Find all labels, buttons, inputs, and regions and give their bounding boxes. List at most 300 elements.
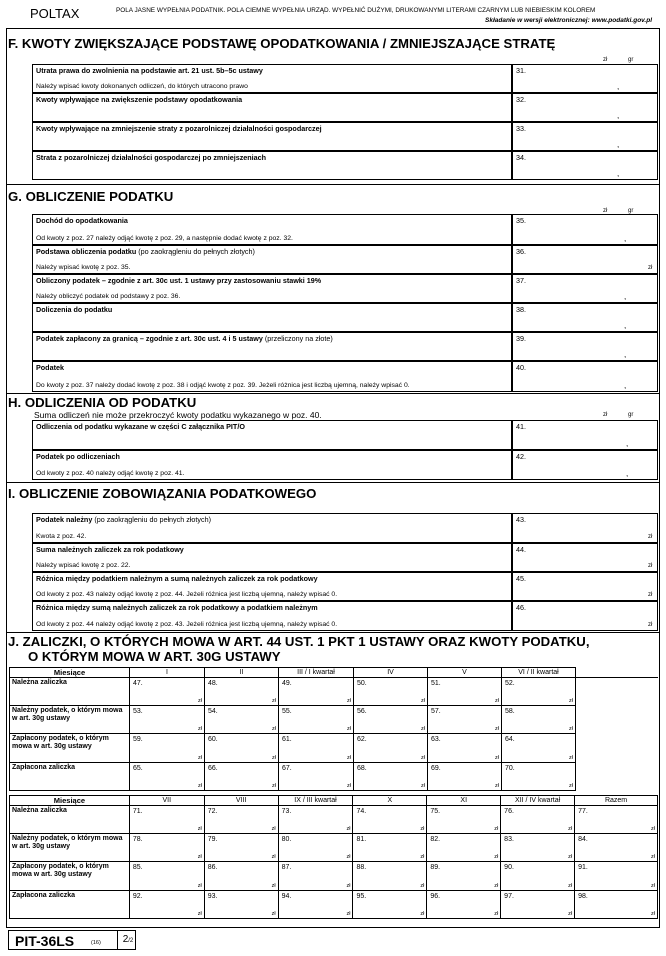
currency-zl: zł bbox=[271, 826, 276, 832]
decimal-comma: , bbox=[624, 234, 627, 243]
currency-zl-label: zł bbox=[603, 412, 608, 418]
field-label-text: Utrata prawa do zwolnienia na podstawie art. 21 ust. 5b–5c ustawy bbox=[36, 66, 263, 75]
field-label bbox=[36, 153, 266, 162]
currency-zl: zł bbox=[346, 911, 351, 917]
field-label bbox=[36, 574, 318, 583]
field-label-text: Dochód do opodatkowania bbox=[36, 216, 128, 225]
amount-cell[interactable] bbox=[130, 706, 205, 734]
amount-cell[interactable] bbox=[278, 891, 353, 919]
field-label-text: Strata z pozarolniczej działalności gospodarczej po zmniejszeniach bbox=[36, 153, 267, 162]
currency-gr-label: gr bbox=[628, 208, 634, 214]
field-number: 68. bbox=[357, 765, 367, 772]
field-number: 59. bbox=[133, 736, 143, 743]
amount-cell[interactable] bbox=[354, 678, 428, 706]
month-column-header: II bbox=[205, 668, 279, 678]
decimal-comma: , bbox=[626, 439, 629, 448]
amount-cell[interactable] bbox=[353, 834, 427, 862]
decimal-comma: , bbox=[617, 111, 620, 120]
amount-input[interactable] bbox=[512, 450, 658, 480]
field-number: 98. bbox=[578, 893, 588, 900]
advances-row-label: Należny podatek, o którym mowa w art. 30g ustawy bbox=[10, 834, 130, 862]
currency-zl: zł bbox=[272, 726, 276, 732]
section-i-title: I. OBLICZENIE ZOBOWIĄZANIA PODATKOWEGO bbox=[8, 486, 317, 501]
currency-zl: zł bbox=[569, 755, 573, 761]
decimal-comma: , bbox=[624, 292, 627, 301]
field-label bbox=[36, 216, 128, 225]
currency-zl: zł bbox=[347, 783, 351, 789]
field-number: 88. bbox=[356, 864, 367, 871]
amount-cell[interactable] bbox=[205, 678, 279, 706]
currency-zl: zł bbox=[648, 534, 653, 540]
field-number: 64. bbox=[505, 736, 515, 743]
currency-zl: zł bbox=[648, 265, 653, 271]
section-divider bbox=[7, 393, 659, 394]
currency-zl: zł bbox=[347, 698, 351, 704]
advances-row-label: Zapłacona zaliczka bbox=[10, 891, 130, 919]
currency-zl: zł bbox=[346, 883, 351, 889]
month-column-header: VII bbox=[129, 796, 204, 806]
amount-input[interactable] bbox=[512, 64, 658, 93]
field-number: 66. bbox=[208, 765, 218, 772]
currency-zl: zł bbox=[494, 911, 499, 917]
currency-zl: zł bbox=[346, 854, 351, 860]
field-number: 45. bbox=[516, 574, 526, 583]
amount-cell[interactable] bbox=[278, 806, 353, 834]
field-number: 86. bbox=[207, 864, 218, 871]
field-number: 34. bbox=[516, 153, 526, 162]
field-label-text: Podatek po odliczeniach bbox=[36, 452, 120, 461]
currency-zl-label: zł bbox=[603, 208, 608, 214]
amount-cell[interactable] bbox=[129, 806, 204, 834]
amount-cell[interactable] bbox=[428, 734, 502, 763]
month-column-header: VIII bbox=[204, 796, 278, 806]
field-label-text: Różnica między podatkiem należnym a sumą należnych zaliczek za rok podatkowy bbox=[36, 574, 318, 583]
amount-cell[interactable] bbox=[575, 891, 658, 919]
empty-cell bbox=[576, 706, 659, 734]
field-number: 67. bbox=[282, 765, 292, 772]
empty-cell bbox=[576, 734, 659, 763]
field-number: 71. bbox=[132, 808, 143, 815]
field-label-text: Podatek bbox=[36, 363, 64, 372]
amount-input[interactable] bbox=[512, 274, 658, 303]
currency-zl: zł bbox=[569, 698, 573, 704]
amount-cell[interactable] bbox=[501, 834, 575, 862]
advances-row-label: Należny podatek, o którym mowa w art. 30g ustawy bbox=[10, 706, 130, 734]
field-number: 47. bbox=[133, 680, 143, 687]
field-label bbox=[36, 276, 321, 285]
field-number: 65. bbox=[133, 765, 143, 772]
field-label bbox=[36, 334, 333, 343]
month-column-header: Razem bbox=[575, 796, 658, 806]
currency-zl: zł bbox=[197, 854, 202, 860]
field-label bbox=[36, 515, 211, 524]
currency-zl: zł bbox=[651, 911, 655, 917]
field-label bbox=[36, 363, 64, 372]
currency-gr-label: gr bbox=[628, 57, 634, 63]
amount-input[interactable] bbox=[512, 543, 658, 572]
month-column-header: X bbox=[353, 796, 427, 806]
header-electronic: Składanie w wersji elektronicznej: www.podatki.gov.pl bbox=[485, 17, 652, 24]
currency-zl: zł bbox=[198, 698, 202, 704]
amount-cell[interactable] bbox=[278, 834, 353, 862]
section-h-subtitle: Suma odliczeń nie może przekroczyć kwoty podatku wykazanego w poz. 40. bbox=[34, 410, 322, 420]
field-number: 33. bbox=[516, 124, 526, 133]
month-column-header: IV bbox=[354, 668, 428, 678]
currency-zl: zł bbox=[197, 911, 202, 917]
currency-zl: zł bbox=[421, 783, 425, 789]
decimal-comma: , bbox=[617, 140, 620, 149]
amount-cell[interactable] bbox=[129, 862, 204, 891]
amount-cell[interactable] bbox=[502, 706, 576, 734]
empty-header-cell bbox=[576, 668, 659, 678]
field-number: 69. bbox=[431, 765, 441, 772]
field-label-text: Kwoty wpływające na zwiększenie podstawy opodatkowania bbox=[36, 95, 243, 104]
amount-input[interactable] bbox=[512, 303, 658, 332]
advances-row-label: Należna zaliczka bbox=[10, 806, 130, 834]
field-note: Od kwoty z poz. 27 należy odjąć kwotę z poz. 29, a następnie dodać kwotę z poz. 32. bbox=[36, 235, 293, 242]
field-label-extra: (przeliczony na złote) bbox=[262, 334, 333, 343]
amount-cell[interactable] bbox=[354, 763, 428, 791]
currency-zl: zł bbox=[347, 726, 351, 732]
currency-zl: zł bbox=[494, 826, 499, 832]
currency-gr-label: gr bbox=[628, 412, 634, 418]
amount-cell[interactable] bbox=[428, 678, 502, 706]
section-h-title: H. ODLICZENIA OD PODATKU bbox=[8, 395, 197, 410]
amount-input[interactable] bbox=[512, 601, 658, 631]
decimal-comma: , bbox=[624, 381, 627, 390]
field-number: 79. bbox=[207, 836, 218, 843]
empty-cell bbox=[576, 763, 659, 791]
field-note: Do kwoty z poz. 37 należy dodać kwotę z poz. 38 i odjąć kwotę z poz. 39. Jeżeli różnica jest liczbą ujemną, należy wpisać 0. bbox=[36, 382, 410, 389]
field-note: Kwota z poz. 42. bbox=[36, 533, 87, 540]
field-number: 55. bbox=[282, 708, 292, 715]
field-number: 44. bbox=[516, 545, 526, 554]
amount-cell[interactable] bbox=[279, 706, 354, 734]
field-label bbox=[36, 247, 255, 256]
amount-cell[interactable] bbox=[204, 806, 278, 834]
field-label-extra: (po zaokrągleniu do pełnych złotych) bbox=[136, 247, 255, 256]
field-number: 77. bbox=[578, 808, 588, 815]
advances-row-label: Zapłacona zaliczka bbox=[10, 763, 130, 791]
decimal-comma: , bbox=[626, 469, 629, 478]
amount-cell[interactable] bbox=[501, 891, 575, 919]
amount-cell[interactable] bbox=[575, 834, 658, 862]
field-note: Należy obliczyć podatek od podstawy z poz. 36. bbox=[36, 293, 181, 300]
amount-input[interactable] bbox=[512, 572, 658, 601]
currency-zl: zł bbox=[421, 755, 425, 761]
currency-zl: zł bbox=[495, 726, 499, 732]
section-j-title: J. ZALICZKI, O KTÓRYCH MOWA W ART. 44 UST. 1 PKT 1 USTAWY ORAZ KWOTY PODATKU, bbox=[8, 634, 590, 649]
field-number: 58. bbox=[505, 708, 515, 715]
field-number: 92. bbox=[132, 893, 143, 900]
amount-cell[interactable] bbox=[204, 834, 278, 862]
currency-zl: zł bbox=[494, 854, 499, 860]
field-number: 50. bbox=[357, 680, 367, 687]
month-column-header: I bbox=[130, 668, 205, 678]
amount-input[interactable] bbox=[512, 332, 658, 361]
field-note: Należy wpisać kwotę z poz. 22. bbox=[36, 562, 131, 569]
currency-zl: zł bbox=[568, 911, 573, 917]
field-number: 82. bbox=[430, 836, 441, 843]
months-header: Miesiące bbox=[10, 796, 130, 806]
amount-input[interactable] bbox=[512, 151, 658, 180]
currency-zl: zł bbox=[495, 783, 499, 789]
amount-cell[interactable] bbox=[279, 678, 354, 706]
currency-zl: zł bbox=[421, 726, 425, 732]
field-number: 62. bbox=[357, 736, 367, 743]
field-number: 60. bbox=[208, 736, 218, 743]
currency-zl: zł bbox=[272, 783, 276, 789]
section-f-title: F. KWOTY ZWIĘKSZAJĄCE PODSTAWĘ OPODATKOWANIA / ZMNIEJSZAJĄCE STRATĘ bbox=[8, 36, 556, 51]
currency-zl: zł bbox=[651, 854, 655, 860]
field-number: 93. bbox=[207, 893, 218, 900]
empty-cell bbox=[576, 678, 659, 706]
currency-zl: zł bbox=[651, 883, 655, 889]
currency-zl: zł bbox=[420, 854, 425, 860]
advances-row-label: Zapłacony podatek, o którym mowa w art. 30g ustawy bbox=[10, 734, 130, 763]
currency-zl: zł bbox=[420, 911, 425, 917]
currency-zl: zł bbox=[198, 726, 202, 732]
amount-input[interactable] bbox=[512, 93, 658, 122]
amount-cell[interactable] bbox=[502, 763, 576, 791]
amount-cell[interactable] bbox=[279, 734, 354, 763]
amount-cell[interactable] bbox=[502, 678, 576, 706]
field-label bbox=[36, 603, 318, 612]
decimal-comma: , bbox=[624, 321, 627, 330]
amount-input[interactable] bbox=[512, 513, 658, 543]
currency-zl: zł bbox=[198, 783, 202, 789]
field-number: 85. bbox=[132, 864, 143, 871]
amount-cell[interactable] bbox=[129, 834, 204, 862]
amount-cell[interactable] bbox=[205, 734, 279, 763]
field-number: 54. bbox=[208, 708, 218, 715]
form-name: PIT-36LS bbox=[15, 933, 75, 949]
field-number: 87. bbox=[281, 864, 292, 871]
field-label-text: Podstawa obliczenia podatku bbox=[36, 247, 137, 256]
field-label bbox=[36, 124, 322, 133]
field-number: 41. bbox=[516, 422, 526, 431]
field-number: 78. bbox=[132, 836, 143, 843]
field-note: Należy wpisać kwotę z poz. 35. bbox=[36, 264, 131, 271]
field-number: 31. bbox=[516, 66, 526, 75]
field-number: 35. bbox=[516, 216, 526, 225]
field-note: Od kwoty z poz. 44 należy odjąć kwotę z poz. 43. Jeżeli różnica jest liczbą ujemną, należy wpisać 0. bbox=[36, 621, 338, 628]
field-label-text: Doliczenia do podatku bbox=[36, 305, 113, 314]
field-number: 96. bbox=[430, 893, 441, 900]
amount-cell[interactable] bbox=[427, 806, 501, 834]
currency-zl: zł bbox=[648, 622, 653, 628]
currency-zl: zł bbox=[272, 698, 276, 704]
field-number: 95. bbox=[356, 893, 367, 900]
currency-zl: zł bbox=[420, 883, 425, 889]
field-number: 57. bbox=[431, 708, 441, 715]
field-number: 73. bbox=[281, 808, 292, 815]
advances-row-label: Zapłacony podatek, o którym mowa w art. 30g ustawy bbox=[10, 862, 130, 891]
amount-cell[interactable] bbox=[205, 763, 279, 791]
amount-cell[interactable] bbox=[501, 806, 575, 834]
field-number: 53. bbox=[133, 708, 143, 715]
currency-zl: zł bbox=[648, 592, 653, 598]
field-label-text: Kwoty wpływające na zmniejszenie straty z pozarolniczej działalności gospodarczej bbox=[36, 124, 322, 133]
field-number: 94. bbox=[281, 893, 292, 900]
amount-cell[interactable] bbox=[205, 706, 279, 734]
field-number: 49. bbox=[282, 680, 292, 687]
field-number: 91. bbox=[578, 864, 588, 871]
currency-zl: zł bbox=[651, 826, 655, 832]
advances-table bbox=[9, 667, 658, 791]
currency-zl: zł bbox=[494, 883, 499, 889]
field-number: 84. bbox=[578, 836, 588, 843]
section-divider bbox=[7, 482, 659, 483]
currency-zl: zł bbox=[271, 883, 276, 889]
amount-cell[interactable] bbox=[130, 763, 205, 791]
field-label bbox=[36, 545, 184, 554]
field-label bbox=[36, 422, 245, 431]
amount-cell[interactable] bbox=[428, 763, 502, 791]
amount-cell[interactable] bbox=[575, 862, 658, 891]
field-number: 51. bbox=[431, 680, 441, 687]
currency-zl: zł bbox=[197, 826, 202, 832]
field-label-text: Suma należnych zaliczek za rok podatkowy bbox=[36, 545, 184, 554]
header-instruction: POLA JASNE WYPEŁNIA PODATNIK. POLA CIEMNE WYPEŁNIA URZĄD. WYPEŁNIĆ DUŻYMI, DRUKOWANYMI LITERAMI CZARNYM LUB NIEBIESKIM KOLOREM bbox=[116, 7, 596, 14]
section-j-title-line2: O KTÓRYM MOWA W ART. 30G USTAWY bbox=[28, 649, 281, 664]
month-column-header: V bbox=[428, 668, 502, 678]
field-number: 72. bbox=[207, 808, 218, 815]
amount-cell[interactable] bbox=[427, 834, 501, 862]
brand-logo: POLTAX bbox=[30, 6, 80, 21]
currency-zl: zł bbox=[569, 783, 573, 789]
amount-input[interactable] bbox=[512, 361, 658, 392]
field-number: 40. bbox=[516, 363, 526, 372]
amount-cell[interactable] bbox=[502, 734, 576, 763]
field-number: 97. bbox=[504, 893, 514, 900]
amount-cell[interactable] bbox=[427, 891, 501, 919]
amount-cell[interactable] bbox=[130, 734, 205, 763]
field-number: 81. bbox=[356, 836, 367, 843]
field-number: 76. bbox=[504, 808, 514, 815]
month-column-header: IX / III kwartał bbox=[278, 796, 353, 806]
decimal-comma: , bbox=[624, 350, 627, 359]
currency-zl: zł bbox=[495, 698, 499, 704]
months-header: Miesiące bbox=[10, 668, 130, 678]
field-label-extra: (po zaokrągleniu do pełnych złotych) bbox=[92, 515, 211, 524]
amount-cell[interactable] bbox=[353, 891, 427, 919]
amount-cell[interactable] bbox=[501, 862, 575, 891]
amount-cell[interactable] bbox=[129, 891, 204, 919]
field-number: 70. bbox=[505, 765, 515, 772]
field-number: 90. bbox=[504, 864, 514, 871]
field-label-text: Podatek należny bbox=[36, 515, 93, 524]
footer-form-id bbox=[8, 930, 136, 950]
section-g-title: G. OBLICZENIE PODATKU bbox=[8, 189, 174, 204]
currency-zl-label: zł bbox=[603, 57, 608, 63]
amount-input[interactable] bbox=[512, 245, 658, 274]
amount-input[interactable] bbox=[512, 420, 658, 450]
amount-cell[interactable] bbox=[428, 706, 502, 734]
month-column-header: III / I kwartał bbox=[279, 668, 354, 678]
amount-input[interactable] bbox=[512, 122, 658, 151]
field-number: 74. bbox=[356, 808, 367, 815]
amount-cell[interactable] bbox=[427, 862, 501, 891]
field-label-text: Odliczenia od podatku wykazane w części C załącznika PIT/O bbox=[36, 422, 245, 431]
field-label-text: Różnica między sumą należnych zaliczek za rok podatkowy a podatkiem należnym bbox=[36, 603, 318, 612]
currency-zl: zł bbox=[569, 726, 573, 732]
amount-cell[interactable] bbox=[279, 763, 354, 791]
currency-zl: zł bbox=[568, 854, 573, 860]
currency-zl: zł bbox=[568, 826, 573, 832]
currency-zl: zł bbox=[271, 854, 276, 860]
amount-cell[interactable] bbox=[353, 806, 427, 834]
field-number: 43. bbox=[516, 515, 526, 524]
form-edition: (16) bbox=[91, 940, 101, 946]
field-number: 46. bbox=[516, 603, 526, 612]
field-number: 42. bbox=[516, 452, 526, 461]
field-label bbox=[36, 66, 263, 75]
field-note: Od kwoty z poz. 40 należy odjąć kwotę z poz. 41. bbox=[36, 470, 185, 477]
field-label bbox=[36, 95, 242, 104]
field-number: 61. bbox=[282, 736, 292, 743]
currency-zl: zł bbox=[648, 563, 653, 569]
field-number: 89. bbox=[430, 864, 441, 871]
advances-row-label: Należna zaliczka bbox=[10, 678, 130, 706]
field-note: Należy wpisać kwoty dokonanych odliczeń, do których utracono prawo bbox=[36, 83, 248, 90]
month-column-header: XI bbox=[427, 796, 501, 806]
month-column-header: VI / II kwartał bbox=[502, 668, 576, 678]
field-number: 37. bbox=[516, 276, 526, 285]
amount-input[interactable] bbox=[512, 214, 658, 245]
field-number: 39. bbox=[516, 334, 526, 343]
field-note: Od kwoty z poz. 43 należy odjąć kwotę z poz. 44. Jeżeli różnica jest liczbą ujemną, należy wpisać 0. bbox=[36, 591, 338, 598]
month-column-header: XII / IV kwartał bbox=[501, 796, 575, 806]
currency-zl: zł bbox=[272, 755, 276, 761]
field-number: 52. bbox=[505, 680, 515, 687]
currency-zl: zł bbox=[271, 911, 276, 917]
field-number: 32. bbox=[516, 95, 526, 104]
currency-zl: zł bbox=[198, 755, 202, 761]
amount-cell[interactable] bbox=[130, 678, 205, 706]
amount-cell[interactable] bbox=[278, 862, 353, 891]
currency-zl: zł bbox=[495, 755, 499, 761]
field-number: 63. bbox=[431, 736, 441, 743]
currency-zl: zł bbox=[347, 755, 351, 761]
currency-zl: zł bbox=[420, 826, 425, 832]
amount-cell[interactable] bbox=[354, 734, 428, 763]
field-number: 80. bbox=[281, 836, 292, 843]
advances-table bbox=[9, 795, 658, 919]
decimal-comma: , bbox=[617, 82, 620, 91]
currency-zl: zł bbox=[568, 883, 573, 889]
page-number: 2/2 bbox=[117, 931, 138, 949]
currency-zl: zł bbox=[197, 883, 202, 889]
field-number: 38. bbox=[516, 305, 526, 314]
decimal-comma: , bbox=[617, 169, 620, 178]
field-label bbox=[36, 452, 120, 461]
section-divider bbox=[7, 184, 659, 185]
field-label-text: Podatek zapłacony za granicą – zgodnie z art. 30c ust. 4 i 5 ustawy bbox=[36, 334, 263, 343]
field-number: 75. bbox=[430, 808, 441, 815]
section-divider bbox=[7, 632, 659, 633]
currency-zl: zł bbox=[346, 826, 351, 832]
amount-cell[interactable] bbox=[204, 862, 278, 891]
field-number: 56. bbox=[357, 708, 367, 715]
amount-cell[interactable] bbox=[353, 862, 427, 891]
field-number: 83. bbox=[504, 836, 514, 843]
field-label bbox=[36, 305, 112, 314]
currency-zl: zł bbox=[421, 698, 425, 704]
amount-cell[interactable] bbox=[354, 706, 428, 734]
amount-cell[interactable] bbox=[204, 891, 278, 919]
amount-cell[interactable] bbox=[575, 806, 658, 834]
